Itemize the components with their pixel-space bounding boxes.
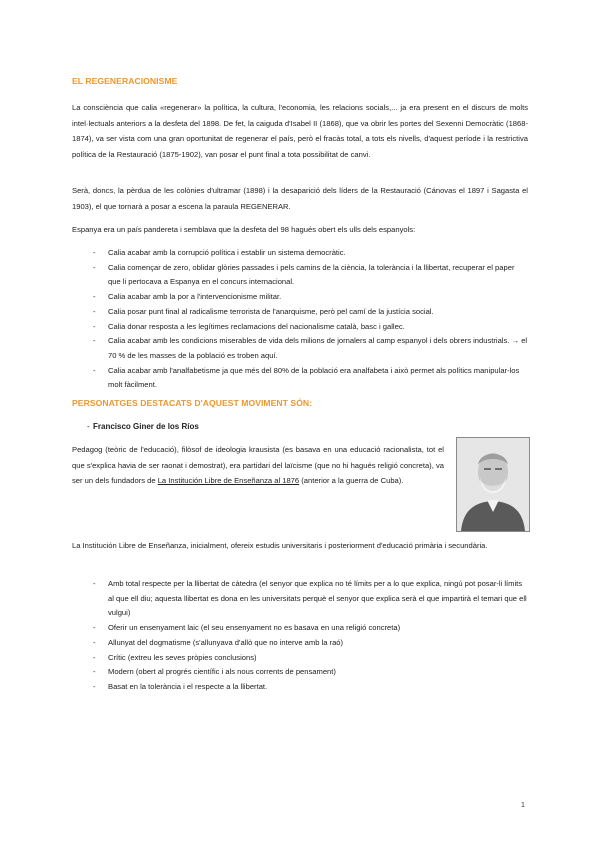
list-item: - Calia acabar amb la por a l'intervencionisme militar.	[93, 292, 282, 302]
pandereta-paragraph: Espanya era un país pandereta i semblava que la desfeta del 98 hagués obert els ulls dels espanyols:	[72, 225, 416, 234]
list-item: - Calia acabar amb l'analfabetisme ja que més del 80% de la població era analfabeta i això permet als polítics manipular-los molt fàcilment.	[93, 365, 520, 390]
institucion-paragraph: La Institución Libre de Enseñanza, inicialment, ofereix estudis universitaris i posteriorment d'educació primària i secundària.	[72, 541, 488, 550]
list-item: - Crític (extreu les seves pròpies conclusions)	[93, 652, 257, 662]
list-item: - Calia posar punt final al radicalisme terrorista de l'anarquisme, però pel camí de la justícia social.	[93, 306, 434, 316]
institucion-features-list	[72, 577, 528, 695]
intro-paragraph: La consciència que calia «regenerar» la política, la cultura, l'economia, les relacions socials,... ja era present en el discurs de molts intel·lectuals anteriors a la desfeta del 1898. De fet, la caiguda d'Isabel II (1868), que va obrir les portes del Sexenni Democràtic (1868-1874), va ser vista com una gran oportunitat de regenerar el país, però el fracàs total, a tots els nivells, d'aquest període i la restrictiva política de la Restauració (1875-1902), van posar el punt final a tota possibilitat de canvi.	[72, 103, 528, 159]
list-item: - Calia acabar amb les condicions miserables de vida dels milions de jornalers al camp espanyol i dels obrers industrials. → el 70 % de les masses de la població es troben aquí.	[93, 336, 528, 360]
person-name-text: Francisco Giner de los Ríos	[93, 422, 199, 431]
list-item: - Calia començar de zero, oblidar glòries passades i pels camins de la ciència, la tolerància i la llibertat, recuperar el paper que li pertocava a Espanya en el concurs internacional.	[93, 262, 515, 287]
list-item: - Modern (obert al progrés científic i als nous corrents de pensament)	[93, 667, 336, 677]
list-item: - Basat en la tolerància i el respecte a la llibertat.	[93, 681, 268, 691]
list-item: - Allunyat del dogmatisme (s'allunyava d'allò que no interve amb la raó)	[93, 637, 344, 647]
page-number: 1	[521, 802, 525, 809]
institucion-link[interactable]: La Institución Libre de Enseñanza al 1876	[157, 476, 300, 486]
section-heading-personatges: PERSONATGES DESTACATS D'AQUEST MOVIMENT SÓN:	[72, 398, 313, 408]
list-item: - Calia acabar amb la corrupció política i establir un sistema democràtic.	[93, 248, 346, 257]
biography-paragraph: Pedagog (teòric de l'educació), filòsof de ideologia krausista (es basava en una educació racionalista, tot el que s'explica havia de ser raonat i demostrat), era partidari del laïcisme (que no hi hagués religió concreta), va ser un dels fundadors de La Institución Libre de Enseñanza al 1876 (anterior a la guerra de Cuba).	[72, 445, 444, 486]
list-item: - Oferir un ensenyament laic (el seu ensenyament no es basava en una religió concreta)	[93, 623, 401, 633]
person-dash: -	[87, 422, 90, 431]
list-item: - Amb total respecte per la llibertat de càtedra (el senyor que explica no té límits per a lo que explica, ningú pot posar-li límits al que ell diu; aquesta llibertat es dona en les universitats perquè el senyor que explica serà el que impartirà el temari que ell vulgui)	[93, 579, 527, 618]
colonies-paragraph: Serà, doncs, la pèrdua de les colònies d'ultramar (1898) i la desaparició dels líders de la Restauració (Cánovas el 1897 i Sagasta el 1903), el que tornarà a posar a escena la paraula REGENERAR.	[72, 186, 528, 211]
portrait-icon	[457, 438, 529, 531]
regeneration-goals-list	[72, 246, 528, 393]
person-name	[87, 422, 199, 431]
section-heading-regeneracionisme: EL REGENERACIONISME	[72, 76, 178, 86]
list-item: - Calia donar resposta a les legítimes reclamacions del nacionalisme català, basc i gallec.	[93, 321, 405, 331]
portrait-photo	[456, 437, 530, 532]
